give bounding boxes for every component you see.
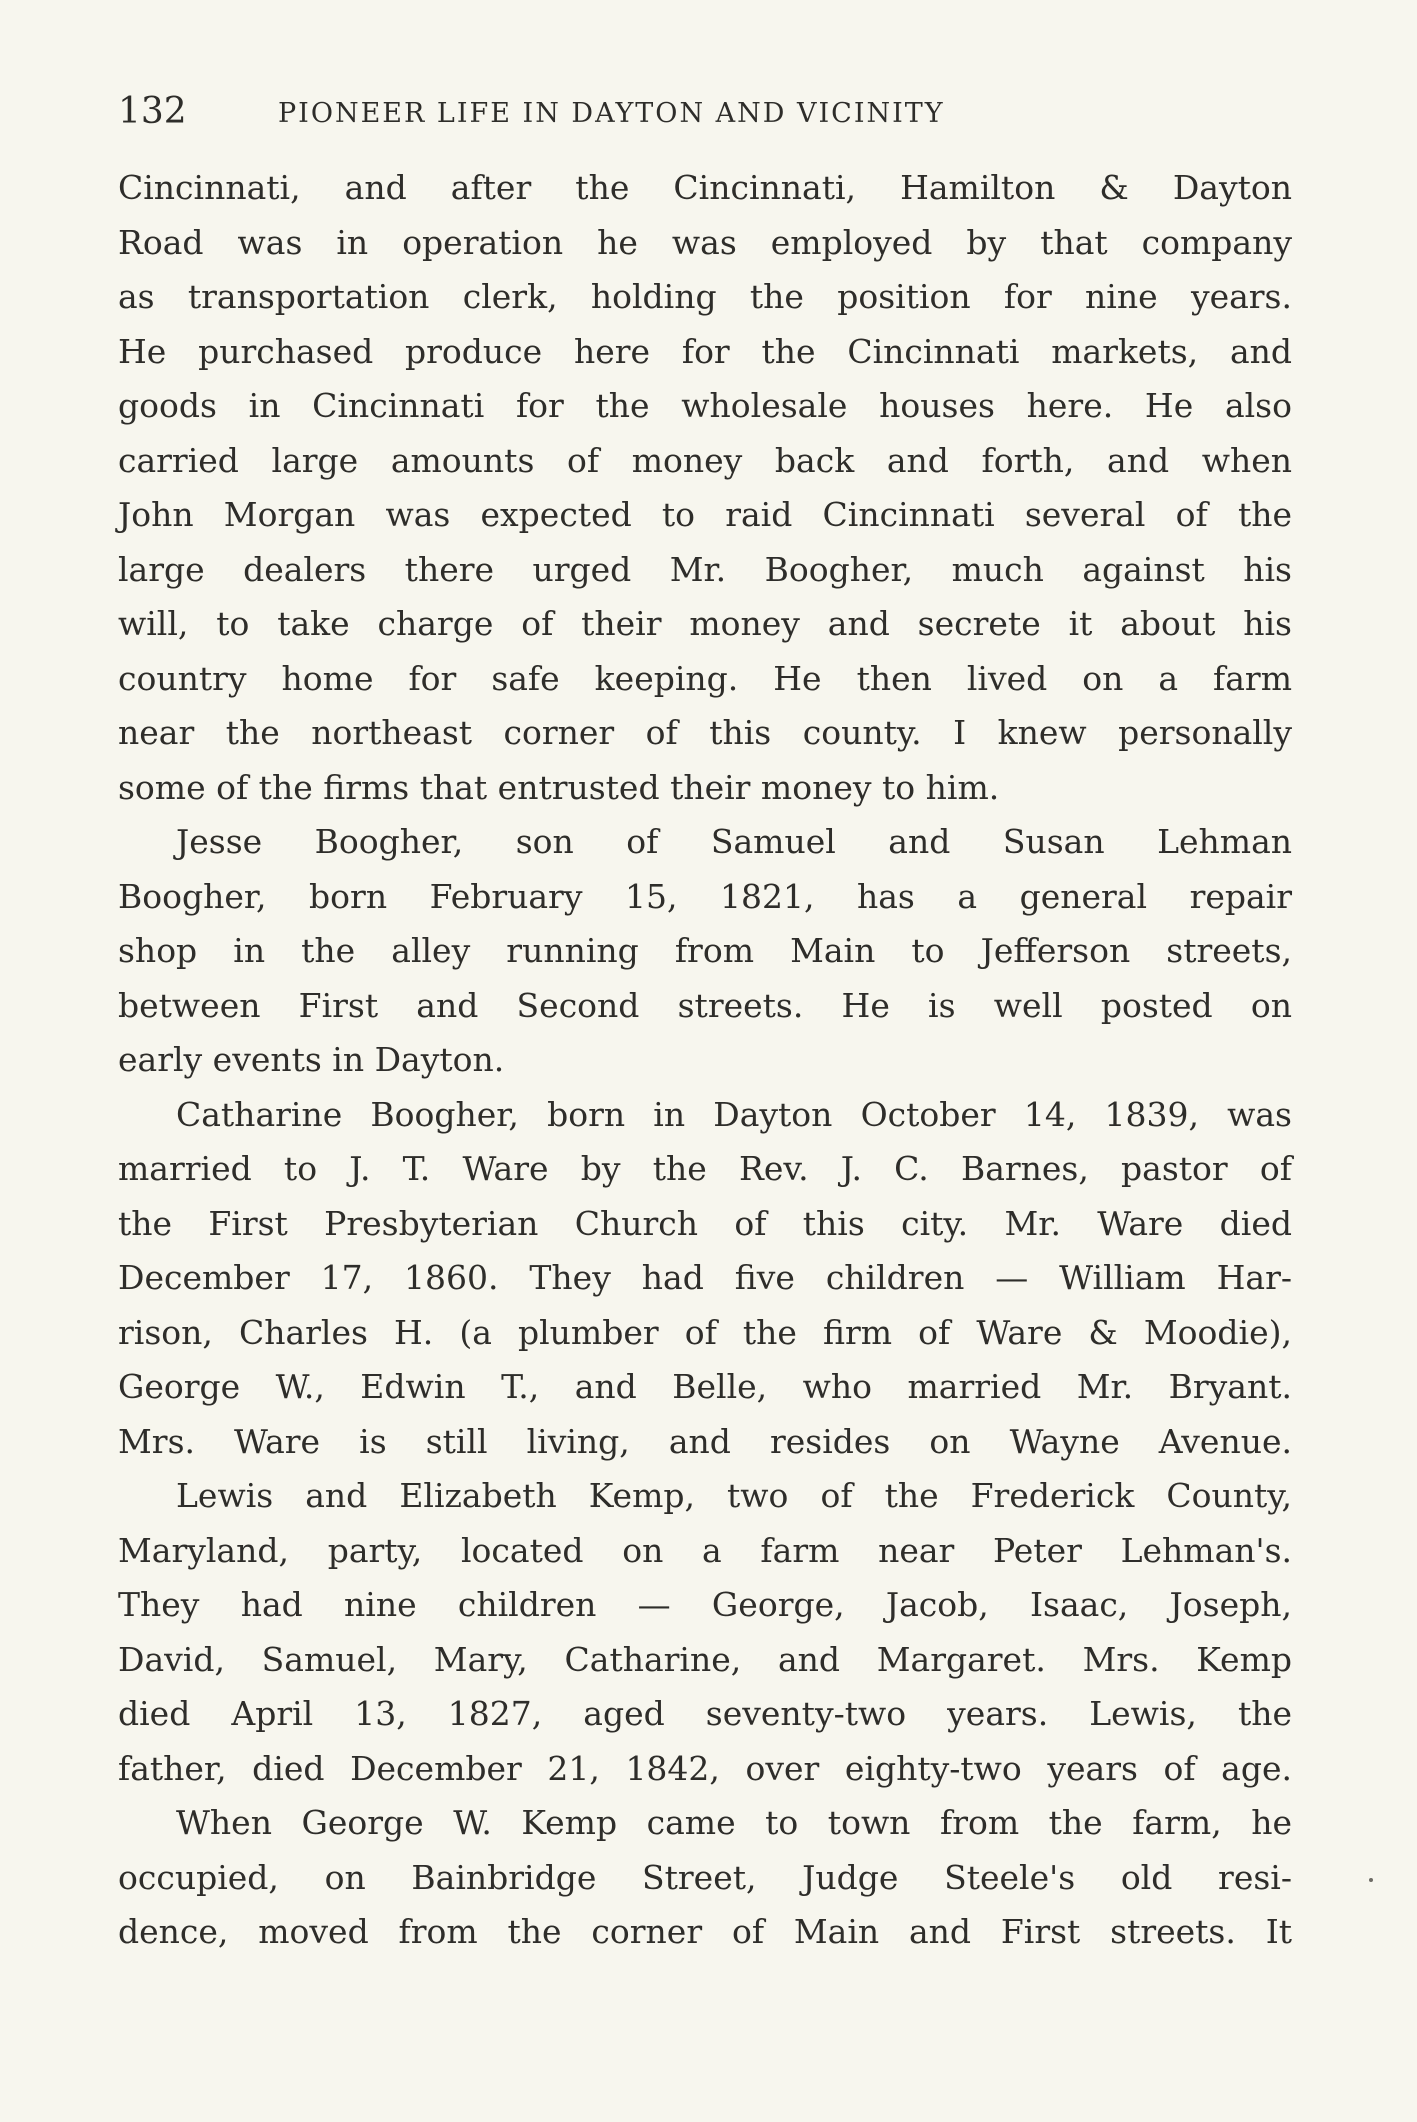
- text-line: Boogher, born February 15, 1821, has a general repair: [118, 876, 1292, 916]
- text-line: December 17, 1860. They had five children — William Har-: [118, 1258, 1292, 1297]
- text-line: George W., Edwin T., and Belle, who married Mr. Bryant.: [118, 1367, 1292, 1406]
- text-line: goods in Cincinnati for the wholesale houses here. He also: [118, 386, 1292, 425]
- text-line: died April 13, 1827, aged seventy-two years. Lewis, the: [118, 1694, 1292, 1733]
- text-line: married to J. T. Ware by the Rev. J. C. Barnes, pastor of: [118, 1149, 1292, 1188]
- text-line: carried large amounts of money back and forth, and when: [118, 440, 1292, 480]
- text-line: shop in the alley running from Main to Jefferson streets,: [118, 931, 1292, 970]
- text-line: occupied, on Bainbridge Street, Judge Steele's old resi-: [118, 1857, 1292, 1897]
- page-number: 132: [118, 91, 187, 132]
- text-line: early events in Dayton.: [118, 1040, 505, 1079]
- text-line: the First Presbyterian Church of this city. Mr. Ware died: [118, 1203, 1292, 1243]
- text-line: will, to take charge of their money and secrete it about his: [118, 604, 1292, 643]
- text-line: John Morgan was expected to raid Cincinnati several of the: [118, 495, 1292, 534]
- paragraph-start-line: Catharine Boogher, born in Dayton October 14, 1839, was: [176, 1094, 1292, 1134]
- text-line: some of the firms that entrusted their money to him.: [118, 767, 1000, 807]
- running-head: PIONEER LIFE IN DAYTON AND VICINITY: [278, 98, 945, 129]
- margin-ink-dot: [1369, 1878, 1373, 1882]
- text-line: near the northeast corner of this county. I knew personally: [118, 713, 1292, 752]
- text-line: Road was in operation he was employed by that company: [118, 222, 1292, 262]
- text-line: between First and Second streets. He is well posted on: [118, 985, 1292, 1025]
- text-line: David, Samuel, Mary, Catharine, and Margaret. Mrs. Kemp: [118, 1639, 1292, 1679]
- paragraph-start-line: Jesse Boogher, son of Samuel and Susan Lehman: [176, 822, 1292, 861]
- text-line: father, died December 21, 1842, over eighty-two years of age.: [118, 1748, 1292, 1788]
- text-line: large dealers there urged Mr. Boogher, much against his: [118, 549, 1292, 589]
- page-header: [118, 92, 1308, 142]
- text-line: Maryland, party, located on a farm near Peter Lehman's.: [118, 1530, 1292, 1570]
- text-line: rison, Charles H. (a plumber of the firm of Ware & Moodie),: [118, 1312, 1292, 1352]
- text-line: He purchased produce here for the Cincinnati markets, and: [118, 331, 1292, 371]
- body-text: [118, 161, 1292, 1960]
- text-line: They had nine children — George, Jacob, Isaac, Joseph,: [118, 1585, 1292, 1624]
- text-line: country home for safe keeping. He then lived on a farm: [118, 658, 1292, 698]
- paragraph-start-line: When George W. Kemp came to town from the farm, he: [176, 1803, 1292, 1842]
- text-line: as transportation clerk, holding the position for nine years.: [118, 277, 1292, 316]
- text-line: Mrs. Ware is still living, and resides on Wayne Avenue.: [118, 1421, 1292, 1461]
- text-line: Cincinnati, and after the Cincinnati, Hamilton & Dayton: [118, 168, 1292, 207]
- paragraph-start-line: Lewis and Elizabeth Kemp, two of the Frederick County,: [176, 1476, 1292, 1515]
- text-line: dence, moved from the corner of Main and First streets. It: [118, 1912, 1292, 1951]
